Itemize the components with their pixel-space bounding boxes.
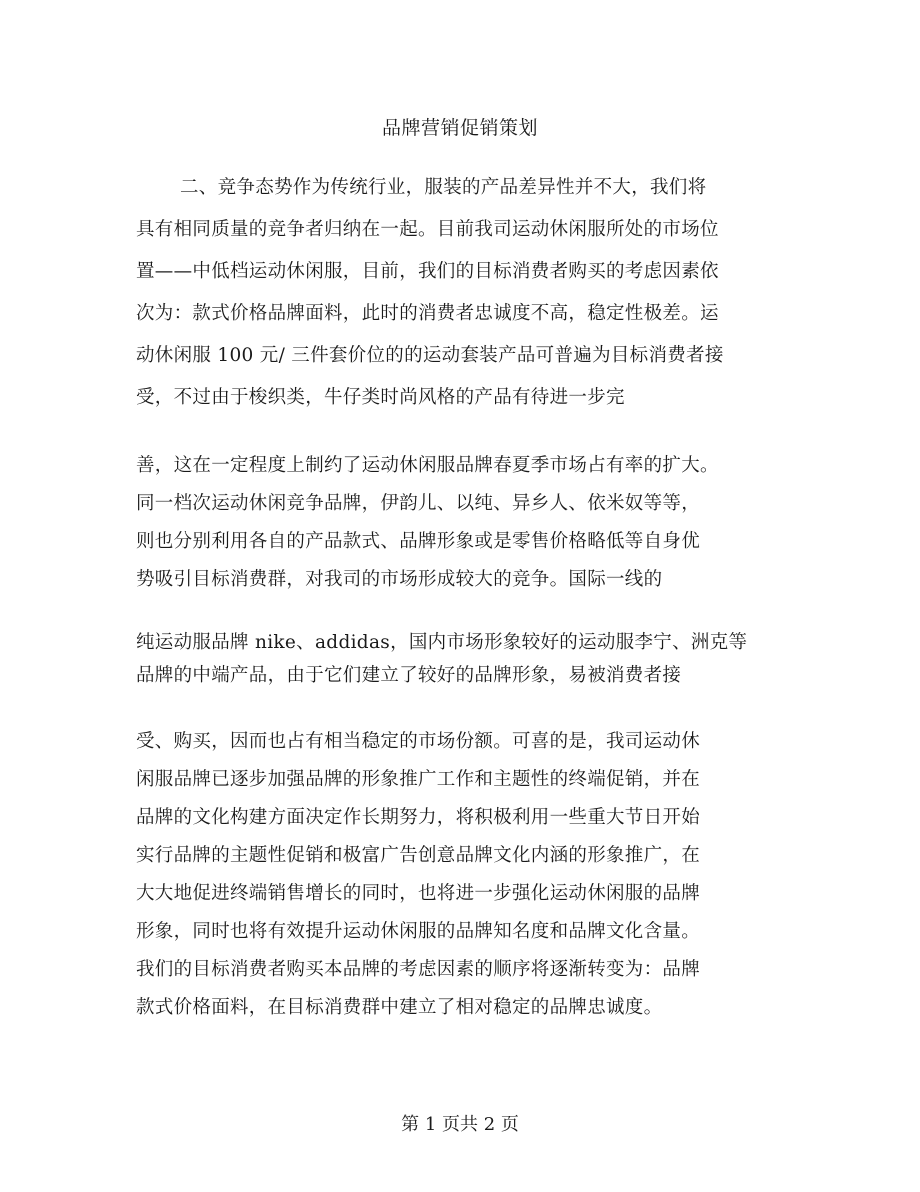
paragraph-line: 同一档次运动休闲竞争品牌，伊韵儿、以纯、异乡人、依米奴等等，: [136, 493, 701, 514]
paragraph-line: 实行品牌的主题性促销和极富广告创意品牌文化内涵的形象推广，在: [136, 845, 701, 866]
paragraph-line: 形象，同时也将有效提升运动休闲服的品牌知名度和品牌文化含量。: [136, 921, 701, 942]
paragraph-line: 品牌的文化构建方面决定作长期努力，将积极利用一些重大节日开始: [136, 807, 701, 828]
paragraph-line: 动休闲服 100 元/ 三件套价位的的运动套装产品可普遍为目标消费者接: [136, 345, 724, 366]
paragraph-line: 善，这在一定程度上制约了运动休闲服品牌春夏季市场占有率的扩大。: [136, 455, 719, 476]
paragraph-line: 势吸引目标消费群，对我司的市场形成较大的竞争。国际一线的: [136, 569, 663, 590]
paragraph-line: 我们的目标消费者购买本品牌的考虑因素的顺序将逐渐转变为：品牌: [136, 959, 701, 980]
paragraph-line: 则也分别利用各自的产品款式、品牌形象或是零售价格略低等自身优: [136, 531, 701, 552]
paragraph-line: 款式价格面料，在目标消费群中建立了相对稳定的品牌忠诚度。: [136, 997, 663, 1018]
paragraph-line: 大大地促进终端销售增长的同时，也将进一步强化运动休闲服的品牌: [136, 883, 701, 904]
paragraph-line: 受，不过由于梭织类，牛仔类时尚风格的产品有待进一步完: [136, 387, 625, 408]
page-number-footer: 第 1 页共 2 页: [401, 1114, 519, 1135]
document-title: 品牌营销促销策划: [381, 117, 538, 139]
paragraph-line: 次为：款式价格品牌面料，此时的消费者忠诚度不高，稳定性极差。运: [136, 303, 719, 324]
paragraph-line: 二、竞争态势作为传统行业，服装的产品差异性并不大，我们将: [180, 177, 707, 198]
paragraph-line: 置——中低档运动休闲服，目前，我们的目标消费者购买的考虑因素依: [136, 261, 719, 282]
paragraph-line: 纯运动服品牌 nike、addidas，国内市场形象较好的运动服李宁、洲克等: [136, 632, 748, 653]
paragraph-line: 具有相同质量的竞争者归纳在一起。目前我司运动休闲服所处的市场位: [136, 219, 719, 240]
paragraph-line: 品牌的中端产品，由于它们建立了较好的品牌形象，易被消费者接: [136, 665, 682, 686]
paragraph-line: 闲服品牌已逐步加强品牌的形象推广工作和主题性的终端促销，并在: [136, 769, 701, 790]
paragraph-line: 受、购买，因而也占有相当稳定的市场份额。可喜的是，我司运动休: [136, 731, 701, 752]
